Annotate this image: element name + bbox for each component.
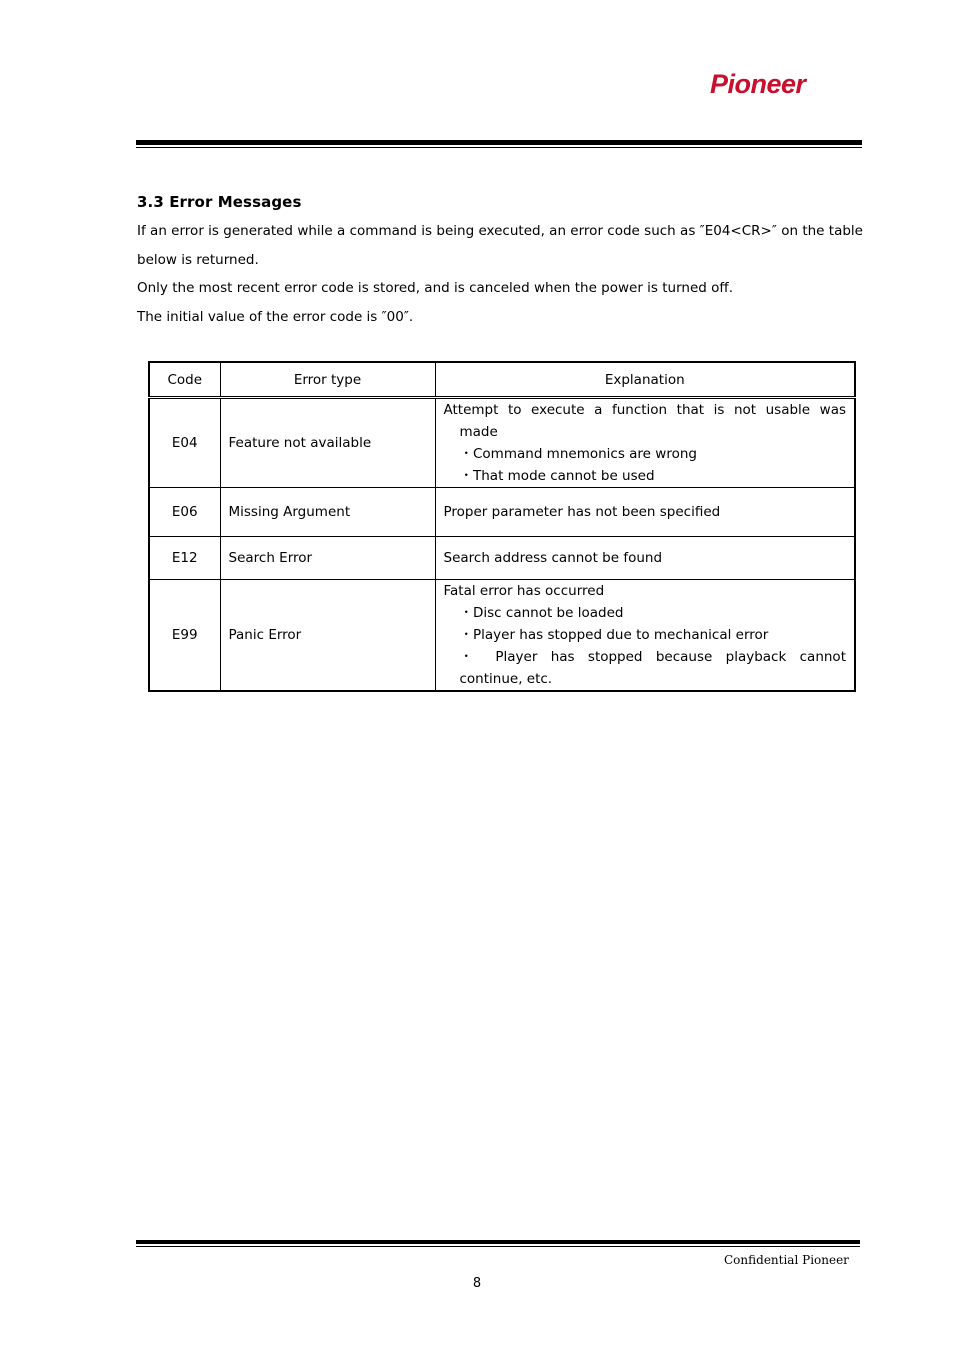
explanation-bullet: ・That mode cannot be used [459, 468, 655, 484]
svg-text:Pioneer: Pioneer [710, 70, 806, 99]
header-code: Code [149, 362, 220, 398]
table-row [149, 537, 855, 580]
confidential-label: Confidential Pioneer [724, 1253, 849, 1267]
code-cell: E06 [149, 488, 220, 537]
initial-value-paragraph: The initial value of the error code is ″00″. [137, 309, 414, 325]
storage-paragraph: Only the most recent error code is stored, and is canceled when the power is turned off. [137, 280, 733, 296]
intro-paragraph: If an error is generated while a command is being executed, an error code such as ″E04<CR>″ on the table below is returned. [137, 223, 863, 268]
explanation-cell [435, 398, 855, 488]
pioneer-logo [710, 70, 852, 100]
header-rule [136, 140, 862, 148]
explanation-cell [435, 580, 855, 692]
explanation-bullet: ・Disc cannot be loaded [459, 605, 624, 621]
error-type-cell: Feature not available [220, 398, 435, 488]
explanation-line: Attempt to execute a function that is not usable was [443, 402, 846, 418]
error-type-cell: Missing Argument [220, 488, 435, 537]
table-header-row [149, 362, 855, 398]
explanation-cell [435, 537, 855, 580]
code-cell: E99 [149, 580, 220, 692]
page-number: 8 [472, 1276, 482, 1291]
code-cell: E04 [149, 398, 220, 488]
table-row [149, 488, 855, 537]
header-explanation: Explanation [435, 362, 855, 398]
footer-rule [136, 1240, 860, 1247]
explanation-line: continue, etc. [459, 671, 553, 687]
section-title: 3.3 Error Messages [137, 193, 302, 211]
explanation-line: Search address cannot be found [443, 550, 663, 566]
explanation-cell [435, 488, 855, 537]
table-row [149, 398, 855, 488]
code-cell: E12 [149, 537, 220, 580]
error-type-cell: Search Error [220, 537, 435, 580]
error-code-table [148, 361, 856, 692]
explanation-bullet: ・Command mnemonics are wrong [459, 446, 697, 462]
explanation-line: made [459, 424, 498, 440]
explanation-bullet: ・ Player has stopped because playback cannot [459, 649, 846, 665]
header-error-type: Error type [220, 362, 435, 398]
explanation-line: Proper parameter has not been specified [443, 504, 721, 520]
explanation-bullet: ・Player has stopped due to mechanical error [459, 627, 769, 643]
table-row [149, 580, 855, 692]
error-type-cell: Panic Error [220, 580, 435, 692]
explanation-line: Fatal error has occurred [443, 583, 605, 599]
